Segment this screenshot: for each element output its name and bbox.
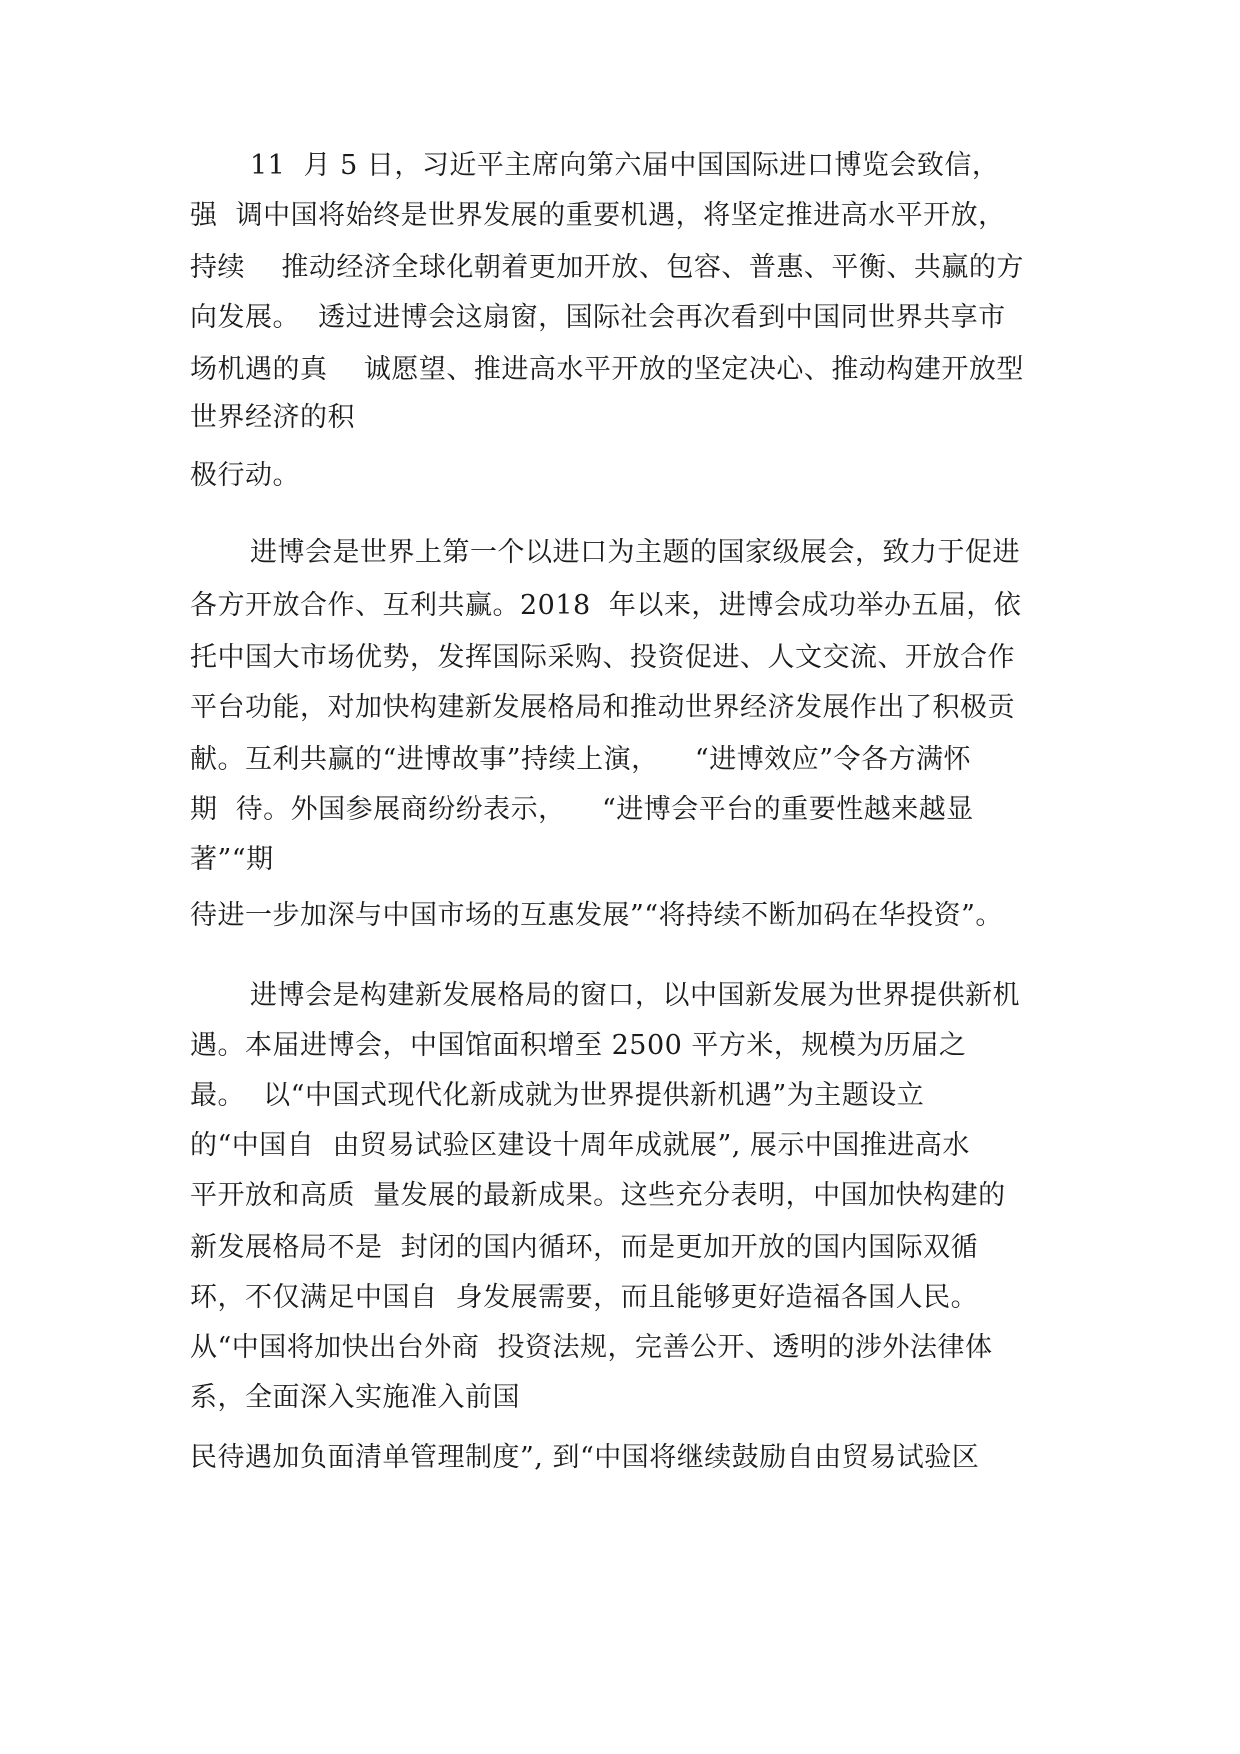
text-line: 新发展格局不是 封闭的国内循环，而是更加开放的国内国际双循 [190,1232,979,1263]
text-line: 待进一步加深与中国市场的互惠发展”“将持续不断加码在华投资”。 [190,900,1003,931]
text-line: 托中国大市场优势，发挥国际采购、投资促进、人文交流、开放合作 [190,642,1015,673]
text-line: 期 待。外国参展商纷纷表示， “进博会平台的重要性越来越显 [190,794,974,825]
text-line: 向发展。 透过进博会这扇窗，国际社会再次看到中国同世界共享市 [190,302,1006,333]
text-line: 遇。本届进博会，中国馆面积增至 2500 平方米，规模为历届之 [190,1030,967,1061]
text-line: 持续 推动经济全球化朝着更加开放、包容、普惠、平衡、共赢的方 [190,252,1024,283]
text-line: 世界经济的积 [190,402,355,433]
text-line: 强 调中国将始终是世界发展的重要机遇，将坚定推进高水平开放， [190,200,1006,231]
text-line: 民待遇加负面清单管理制度”, 到“中国将继续鼓励自由贸易试验区 [190,1442,980,1473]
text-line: 平开放和高质 量发展的最新成果。这些充分表明，中国加快构建的 [190,1180,1006,1211]
text-line: 进博会是世界上第一个以进口为主题的国家级展会，致力于促进 [250,537,1020,568]
text-line: 系，全面深入实施准入前国 [190,1382,520,1413]
text-line: 的“中国自 由贸易试验区建设十周年成就展”, 展示中国推进高水 [190,1130,970,1161]
text-line: 著”“期 [190,844,274,875]
text-line: 最。 以“中国式现代化新成就为世界提供新机遇”为主题设立 [190,1080,925,1111]
text-line: 场机遇的真 诚愿望、推进高水平开放的坚定决心、推动构建开放型 [190,354,1024,385]
text-line: 从“中国将加快出台外商 投资法规，完善公开、透明的涉外法律体 [190,1332,993,1363]
text-line: 献。互利共赢的“进博故事”持续上演， “进博效应”令各方满怀 [190,744,972,775]
text-line: 环，不仅满足中国自 身发展需要，而且能够更好造福各国人民。 [190,1282,979,1313]
text-line: 11 月 5 日，习近平主席向第六届中国国际进口博览会致信， [250,150,1000,181]
text-line: 极行动。 [190,460,300,491]
text-line: 各方开放合作、互利共赢。2018 年以来，进博会成功举办五届，依 [190,590,1022,621]
text-line: 平台功能，对加快构建新发展格局和推动世界经济发展作出了积极贡 [190,692,1015,723]
text-line: 进博会是构建新发展格局的窗口，以中国新发展为世界提供新机 [250,980,1020,1011]
